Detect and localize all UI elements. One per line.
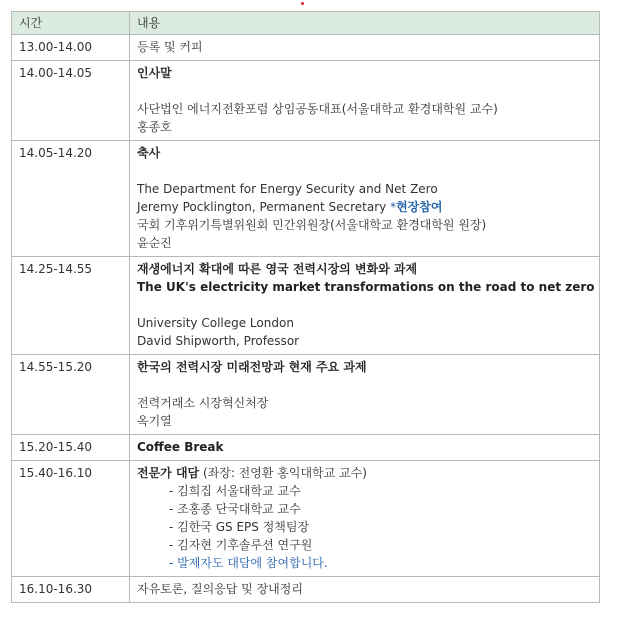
time-cell: 13.00-14.00: [12, 35, 130, 61]
table-header-row: [12, 12, 600, 35]
panelist: - 김희집 서울대학교 교수: [169, 484, 301, 498]
onsite-note: 현장참여: [396, 200, 443, 214]
panelist: - 조홍종 단국대학교 교수: [169, 502, 301, 516]
time-cell: 15.20-15.40: [12, 435, 130, 461]
session-title: 전문가 대담: [137, 466, 200, 480]
panel-chair: (좌장: 전영환 홍익대학교 교수): [199, 466, 367, 480]
speaker-name: 옥기열: [137, 414, 172, 428]
speaker-affiliation: 국회 기후위기특별위원회 민간위원장(서울대학교 환경대학원 원장): [137, 218, 487, 232]
speaker-name: 홍종호: [137, 120, 172, 134]
table-row: [12, 355, 600, 435]
session-title: 등록 및 커피: [137, 40, 203, 54]
speaker-name: 윤순진: [137, 236, 172, 250]
table-row: [12, 61, 600, 141]
time-cell: 14.25-14.55: [12, 257, 130, 355]
panelist: - 김한국 GS EPS 정책팀장: [169, 520, 310, 534]
content-cell: [130, 141, 600, 257]
content-cell: [130, 435, 600, 461]
speaker-name: David Shipworth, Professor: [137, 334, 300, 348]
time-cell: 15.40-16.10: [12, 461, 130, 577]
time-cell: 14.05-14.20: [12, 141, 130, 257]
schedule-table: [11, 11, 600, 603]
session-title: 인사말: [137, 66, 172, 80]
table-row: [12, 35, 600, 61]
panel-heading: [137, 464, 592, 482]
table-row: [12, 257, 600, 355]
content-cell: [130, 461, 600, 577]
table-row: [12, 141, 600, 257]
session-title: 한국의 전력시장 미래전망과 현재 주요 과제: [137, 360, 367, 374]
speaker-name-text: Jeremy Pocklington, Permanent Secretary: [137, 200, 391, 214]
time-cell: 14.00-14.05: [12, 61, 130, 141]
content-cell: [130, 61, 600, 141]
header-time: 시간: [12, 12, 130, 35]
panel-note: - 발제자도 대담에 참여합니다.: [169, 556, 328, 570]
speaker-affiliation: 전력거래소 시장혁신처장: [137, 396, 269, 410]
content-cell: [130, 355, 600, 435]
note-star: *: [390, 200, 397, 214]
speaker-affiliation: University College London: [137, 316, 294, 330]
session-title: 축사: [137, 146, 161, 160]
session-title: Coffee Break: [137, 440, 224, 454]
session-title-english: The UK's electricity market transformations on the road to net zero: [137, 280, 595, 294]
speaker-affiliation: 사단법인 에너지전환포럼 상임공동대표(서울대학교 환경대학원 교수): [137, 102, 498, 116]
content-cell: [130, 577, 600, 603]
time-cell: 16.10-16.30: [12, 577, 130, 603]
speaker-name-title: [137, 198, 592, 216]
red-dot-marker: [301, 2, 304, 5]
table-row: [12, 461, 600, 577]
panelist: - 김자현 기후솔루션 연구원: [169, 538, 313, 552]
content-cell: [130, 257, 600, 355]
session-title: 자유토론, 질의응답 및 장내정리: [137, 582, 303, 596]
table-row: [12, 435, 600, 461]
session-title: 재생에너지 확대에 따른 영국 전력시장의 변화와 과제: [137, 262, 418, 276]
header-content: 내용: [130, 12, 600, 35]
content-cell: [130, 35, 600, 61]
time-cell: 14.55-15.20: [12, 355, 130, 435]
speaker-affiliation: The Department for Energy Security and Net Zero: [137, 182, 438, 196]
table-row: [12, 577, 600, 603]
